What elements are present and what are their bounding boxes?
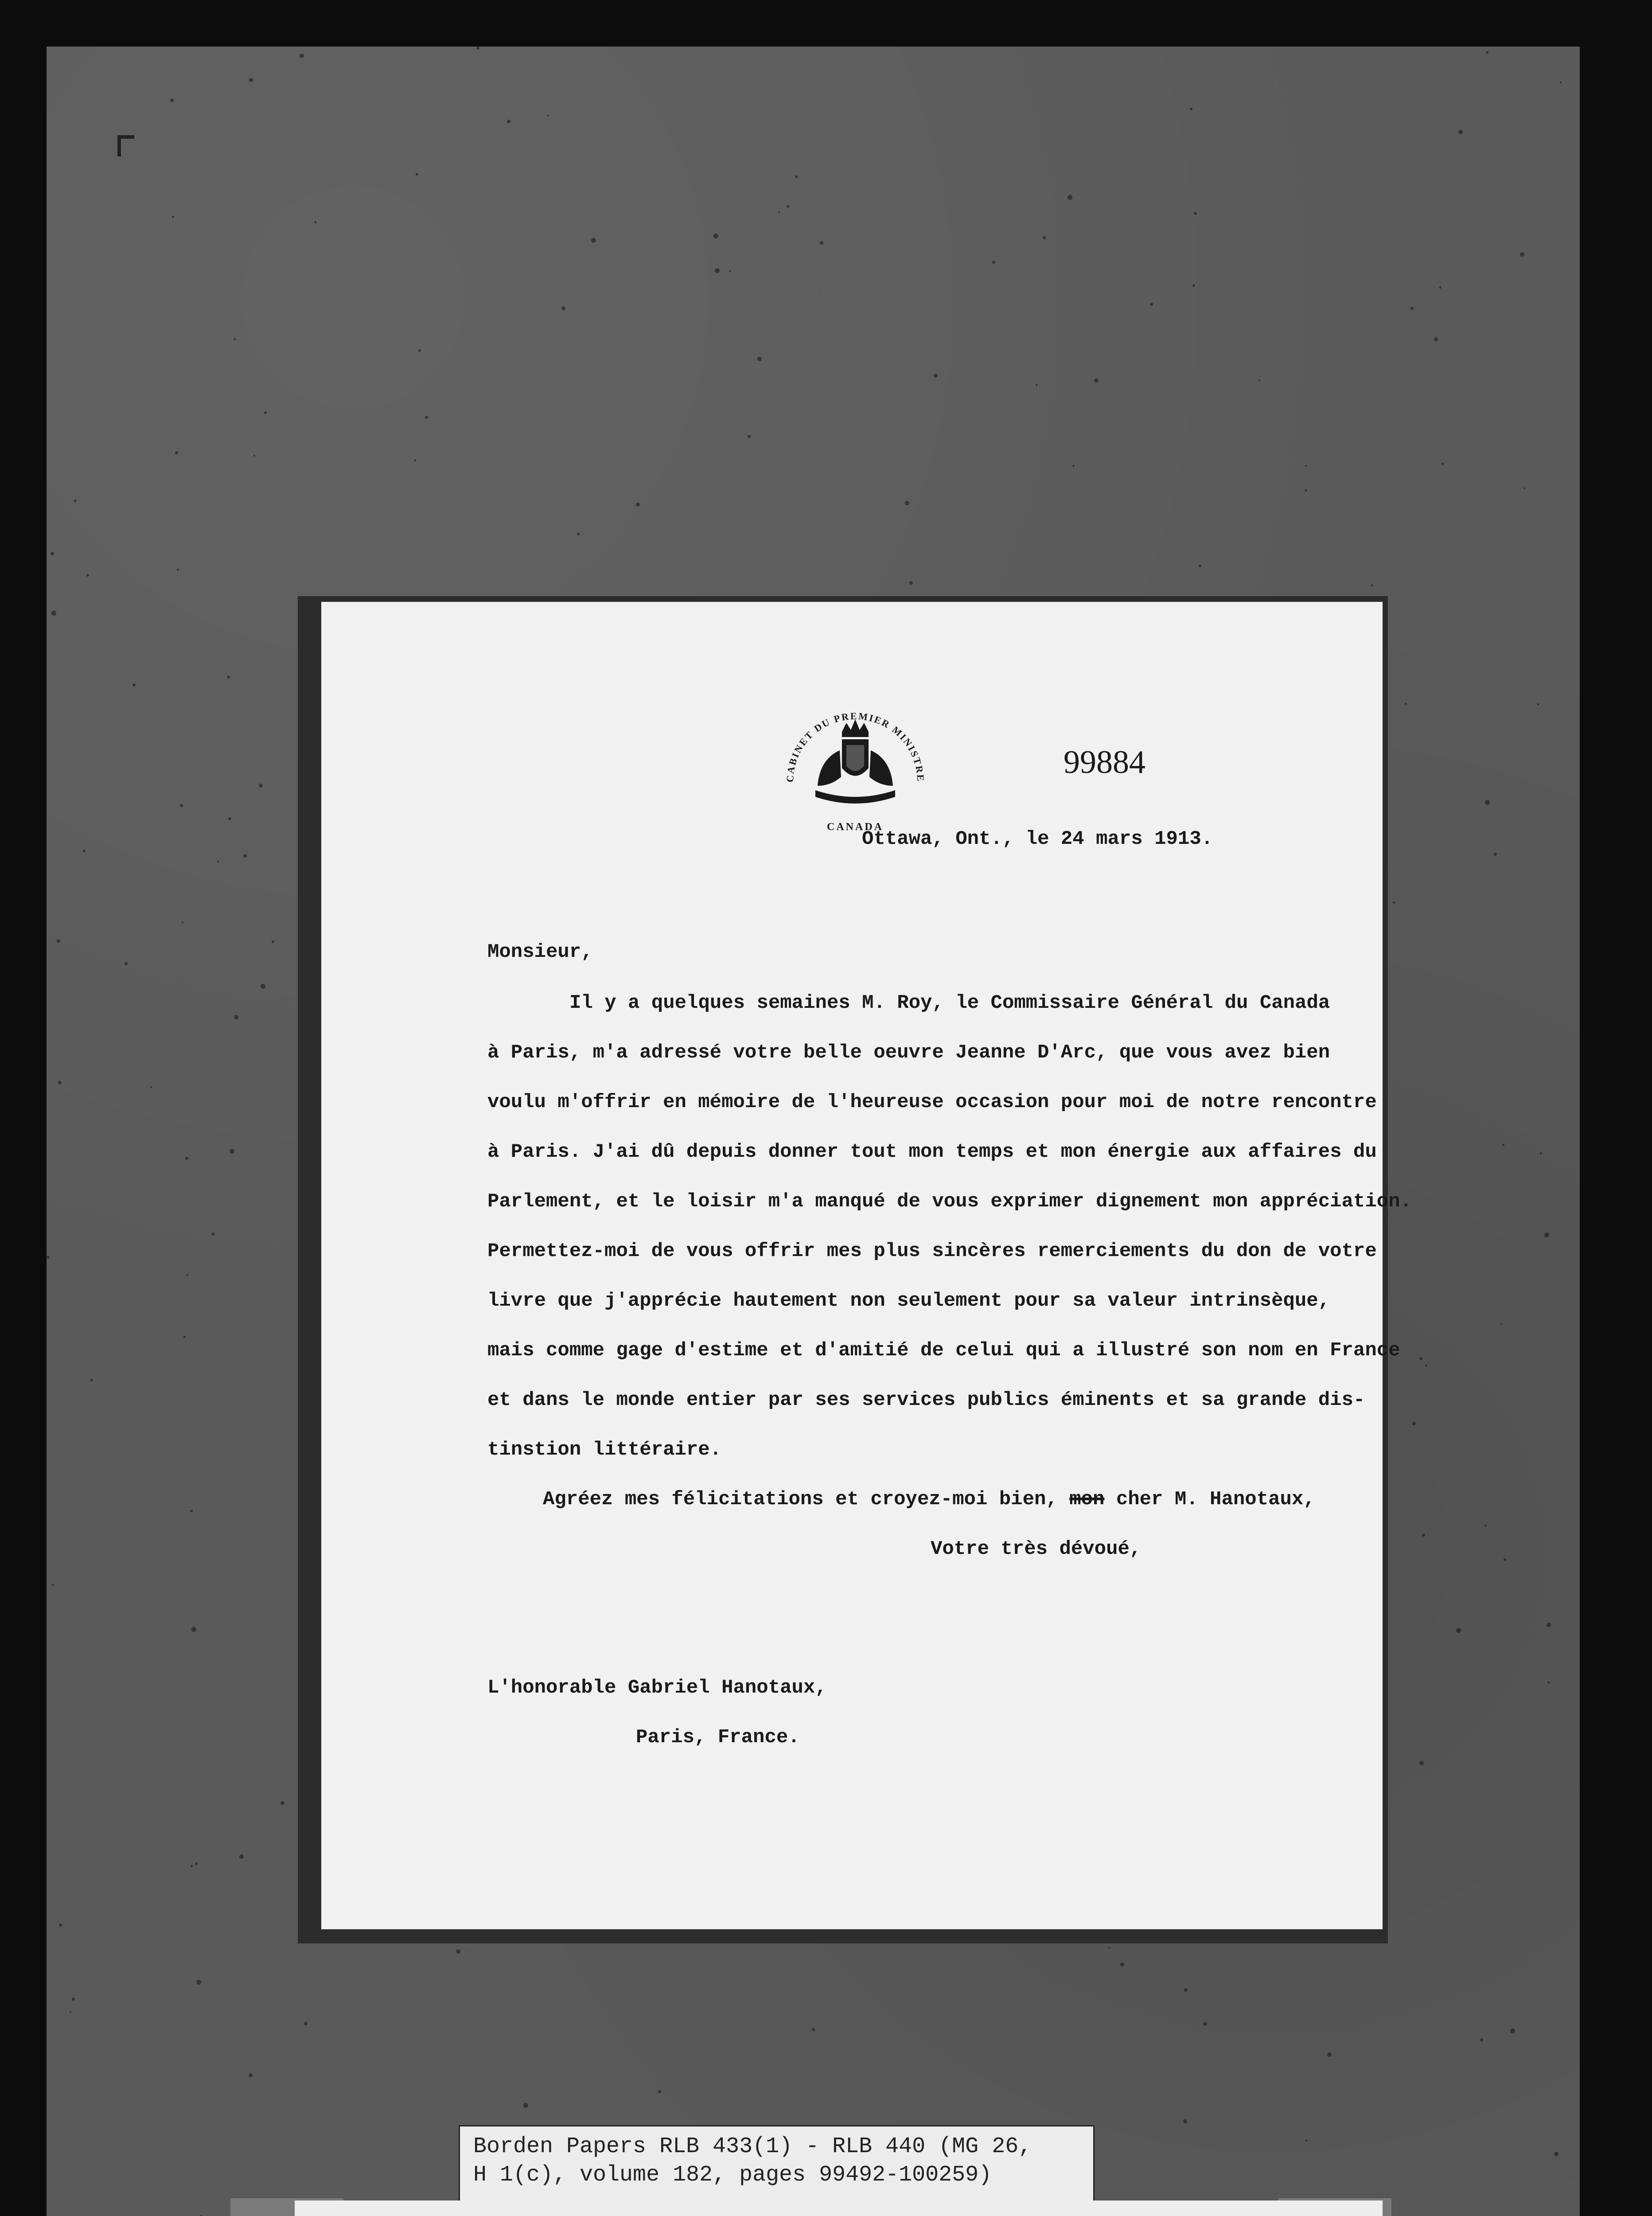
film-speckle: [57, 939, 60, 943]
film-speckle: [195, 1862, 198, 1865]
film-speckle: [261, 984, 265, 989]
film-speckle: [58, 1081, 62, 1085]
film-speckle: [1094, 378, 1099, 382]
film-speckle: [523, 2103, 528, 2108]
film-speckle: [1412, 1422, 1416, 1425]
letter-sheet: [321, 602, 1412, 1929]
film-speckle: [1520, 252, 1524, 257]
film-speckle: [1192, 284, 1195, 287]
film-speckle: [177, 569, 179, 571]
film-speckle: [86, 574, 89, 577]
film-speckle: [230, 1149, 234, 1154]
film-speckle: [1068, 195, 1072, 200]
film-speckle: [234, 1015, 238, 1019]
film-speckle: [234, 338, 236, 340]
film-speckle: [1442, 463, 1444, 465]
film-speckle: [1480, 2038, 1483, 2041]
film-speckle: [52, 1584, 54, 1586]
film-speckle: [1419, 1357, 1422, 1360]
film-speckle: [1405, 703, 1407, 705]
film-speckle: [51, 611, 56, 616]
film-speckle: [757, 357, 762, 361]
film-speckle: [561, 306, 565, 310]
film-speckle: [191, 1865, 193, 1867]
film-speckle: [992, 261, 995, 264]
body-line: et dans le monde entier par ses services publics éminents et sa grande dis-: [487, 1389, 1365, 1411]
film-speckle: [1120, 1962, 1124, 1966]
film-speckle: [175, 451, 178, 454]
body-line: Parlement, et le loisir m'a manqué de vous exprimer dignement mon appréciation.: [487, 1190, 1412, 1213]
film-speckle: [304, 2022, 308, 2025]
film-speckle: [1547, 1623, 1551, 1627]
archives-card: [295, 2200, 1383, 2216]
film-speckle: [1203, 2022, 1207, 2026]
film-speckle: [1510, 2029, 1515, 2033]
film-speckle: [820, 241, 823, 245]
crest-arc-text: CABINET DU PREMIER MINISTRE: [784, 710, 927, 783]
film-speckle: [418, 349, 421, 352]
film-speckle: [227, 675, 230, 679]
film-speckle: [239, 1854, 244, 1859]
film-speckle: [1419, 1761, 1424, 1765]
document-number: 99884: [1064, 744, 1145, 780]
film-speckle: [934, 374, 938, 378]
film-speckle: [1502, 1144, 1504, 1146]
body-line: tinstion littéraire.: [487, 1439, 722, 1461]
film-speckle: [191, 1627, 196, 1632]
film-speckle: [190, 1510, 193, 1512]
film-speckle: [196, 1980, 201, 1985]
film-speckle: [243, 854, 247, 858]
film-speckle: [132, 683, 136, 687]
film-speckle: [1547, 1682, 1550, 1684]
film-speckle: [456, 1949, 460, 1954]
film-speckle: [1410, 307, 1414, 310]
film-speckle: [90, 1379, 93, 1381]
film-speckle: [1486, 51, 1488, 54]
film-speckle: [795, 176, 798, 178]
film-speckle: [125, 962, 128, 965]
closing-text-after: cher M. Hanotaux,: [1104, 1488, 1315, 1510]
film-speckle: [249, 78, 253, 82]
film-speckle: [300, 54, 304, 58]
film-speckle: [1305, 2139, 1308, 2142]
film-speckle: [1537, 703, 1539, 705]
addressee-name: L'honorable Gabriel Hanotaux,: [487, 1677, 827, 1699]
body-line: à Paris, m'a adressé votre belle oeuvre Jeanne D'Arc, que vous avez bien: [487, 1042, 1330, 1064]
film-speckle: [1439, 286, 1442, 289]
film-speckle: [729, 270, 731, 272]
film-speckle: [591, 238, 596, 243]
body-line: mais comme gage d'estime et d'amitié de celui qui a illustré son nom en France: [487, 1339, 1400, 1362]
film-speckle: [70, 2011, 71, 2013]
film-speckle: [1327, 2052, 1332, 2057]
film-speckle: [476, 47, 479, 50]
film-speckle: [1456, 1628, 1461, 1633]
film-speckle: [1560, 82, 1562, 83]
film-speckle: [172, 216, 174, 218]
film-speckle: [1108, 1947, 1110, 1949]
addressee-place: Paris, France.: [636, 1726, 800, 1748]
body-line: à Paris. J'ai dû depuis donner tout mon temps et mon énergie aux affaires du: [487, 1141, 1377, 1163]
dateline: Ottawa, Ont., le 24 mars 1913.: [862, 828, 1213, 850]
film-speckle: [314, 221, 316, 223]
film-speckle: [416, 173, 418, 176]
film-speckle: [1150, 303, 1153, 306]
film-speckle: [185, 1157, 188, 1160]
film-speckle: [1305, 489, 1307, 492]
film-speckle: [1199, 565, 1201, 567]
film-speckle: [83, 850, 86, 852]
film-speckle: [281, 1801, 284, 1805]
film-speckle: [1072, 465, 1075, 467]
film-speckle: [547, 115, 549, 117]
royal-coat-of-arms-icon: [775, 697, 935, 843]
film-speckle: [1036, 384, 1038, 386]
film-speckle: [713, 234, 718, 238]
closing-line: [543, 1488, 1315, 1510]
film-speckle: [787, 205, 789, 208]
film-speckle: [812, 2028, 815, 2031]
film-speckle: [414, 459, 416, 461]
film-speckle: [217, 861, 219, 862]
body-line: livre que j'apprécie hautement non seulement pour sa valeur intrinsèque,: [487, 1290, 1330, 1312]
film-speckle: [1484, 1525, 1487, 1527]
film-speckle: [1504, 1558, 1506, 1561]
film-speckle: [272, 940, 274, 943]
film-speckle: [1043, 236, 1046, 239]
film-speckle: [1458, 130, 1463, 134]
film-speckle: [1184, 1988, 1188, 1992]
film-speckle: [636, 503, 640, 507]
struck-word: mon: [1069, 1488, 1105, 1510]
reference-line-1: Borden Papers RLB 433(1) - RLB 440 (MG 26,: [473, 2134, 1032, 2159]
film-speckle: [228, 817, 231, 820]
film-speckle: [1393, 901, 1395, 904]
film-speckle: [1540, 1152, 1542, 1155]
crest-emblem: [775, 697, 935, 843]
film-speckle: [183, 1336, 186, 1338]
film-speckle: [150, 1086, 152, 1088]
film-speckle: [1494, 853, 1497, 856]
film-speckle: [74, 499, 77, 502]
film-speckle: [59, 1923, 62, 1927]
film-speckle: [1183, 2119, 1187, 2123]
film-speckle: [1258, 379, 1260, 381]
film-speckle: [1485, 800, 1490, 805]
film-speckle: [253, 455, 255, 456]
film-speckle: [1523, 488, 1525, 489]
film-speckle: [1544, 1233, 1549, 1237]
film-speckle: [1190, 108, 1192, 110]
film-speckle: [47, 1256, 50, 1259]
film-speckle: [1425, 1365, 1427, 1367]
film-speckle: [187, 1274, 188, 1276]
film-speckle: [715, 268, 720, 273]
film-speckle: [748, 435, 751, 438]
film-speckle: [170, 98, 174, 102]
film-speckle: [72, 1998, 75, 2001]
body-line: Il y a quelques semaines M. Roy, le Commissaire Général du Canada: [569, 992, 1330, 1014]
film-speckle: [1305, 465, 1307, 467]
film-speckle: [658, 2090, 661, 2093]
film-speckle: [1371, 584, 1373, 586]
film-speckle: [51, 552, 54, 555]
film-speckle: [1422, 1533, 1425, 1537]
film-speckle: [211, 1233, 214, 1236]
film-speckle: [1500, 1323, 1502, 1325]
film-speckle: [1554, 2152, 1558, 2156]
film-speckle: [249, 2073, 253, 2077]
film-speckle: [264, 411, 267, 414]
crest-caption: CANADA: [827, 821, 884, 833]
frame-corner-mark: [117, 135, 134, 156]
body-line: Permettez-moi de vous offrir mes plus sincères remerciements du don de votre: [487, 1240, 1377, 1262]
film-speckle: [778, 211, 780, 213]
body-line: voulu m'offrir en mémoire de l'heureuse occasion pour moi de notre rencontre: [487, 1091, 1377, 1113]
signoff: Votre très dévoué,: [931, 1538, 1142, 1560]
film-speckle: [425, 416, 428, 419]
film-speckle: [259, 784, 263, 788]
film-speckle: [1434, 337, 1438, 341]
salutation: Monsieur,: [487, 941, 593, 963]
film-speckle: [182, 921, 183, 923]
film-speckle: [507, 120, 510, 123]
closing-text-before: Agréez mes félicitations et croyez-moi bien,: [543, 1488, 1070, 1510]
film-speckle: [909, 581, 913, 585]
reference-line-2: H 1(c), volume 182, pages 99492-100259): [473, 2162, 992, 2188]
film-speckle: [905, 501, 909, 505]
film-speckle: [1194, 212, 1197, 215]
film-speckle: [577, 533, 580, 535]
film-speckle: [180, 804, 183, 807]
